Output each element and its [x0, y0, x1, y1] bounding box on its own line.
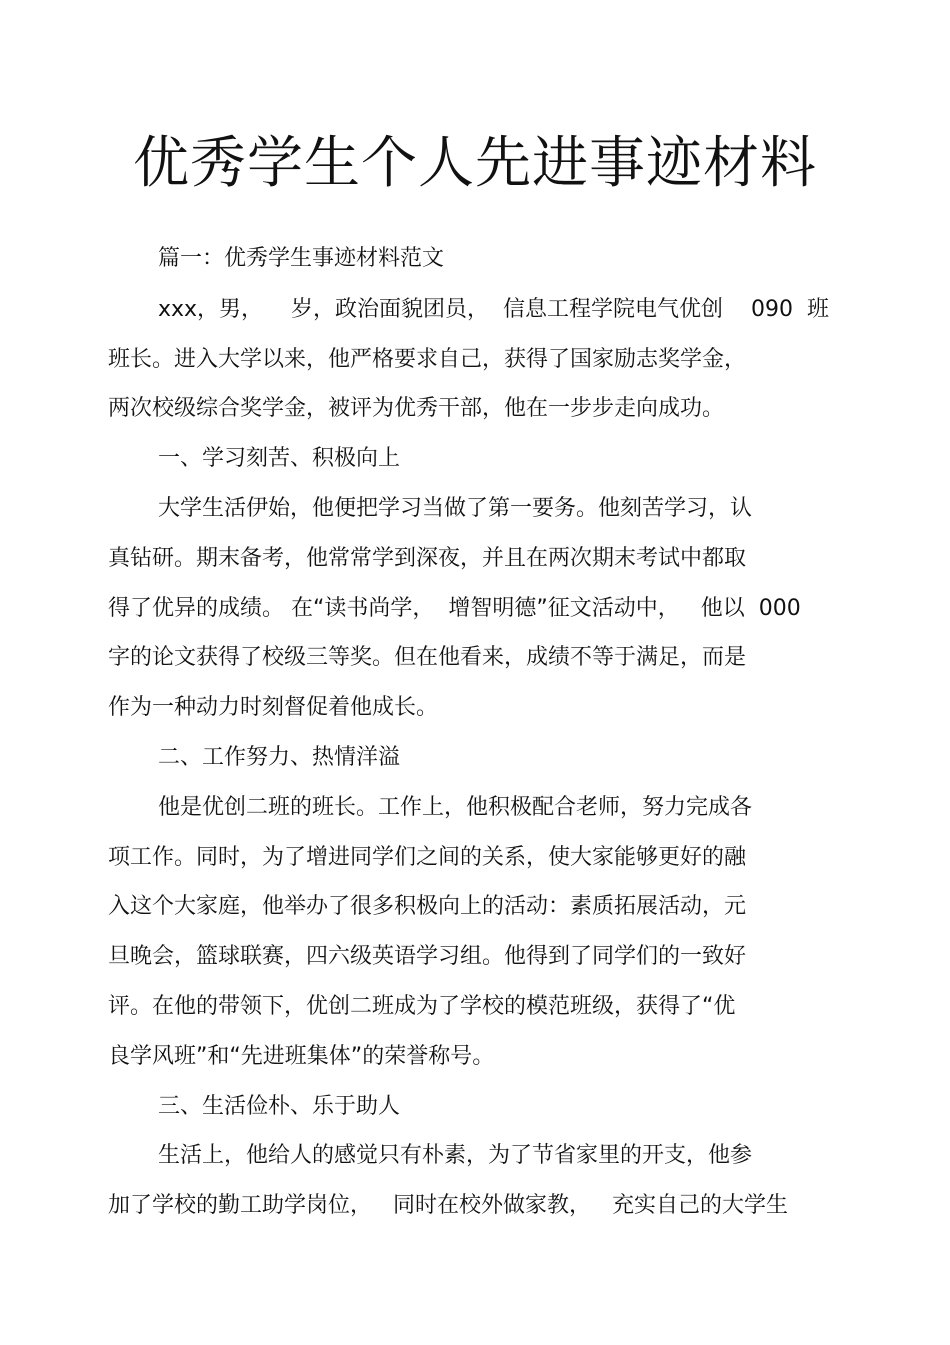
- paragraph-line: 两次校级综合奖学金，被评为优秀干部，他在一步步走向成功。: [108, 396, 725, 421]
- paragraph-line: xxx，男， 岁，政治面貌团员， 信息工程学院电气优创 090 班: [158, 297, 829, 322]
- paragraph-line: 字的论文获得了校级三等奖。但在他看来，成绩不等于满足，而是: [108, 645, 747, 670]
- paragraph-line: 评。在他的带领下，优创二班成为了学校的模范班级，获得了“优: [108, 994, 736, 1019]
- section-heading: 三、生活俭朴、乐于助人: [158, 1094, 401, 1119]
- paragraph-line: 大学生活伊始，他便把学习当做了第一要务。他刻苦学习，认: [158, 496, 753, 521]
- section-heading: 二、工作努力、热情洋溢: [158, 745, 401, 770]
- paragraph-line: 入这个大家庭，他举办了很多积极向上的活动：素质拓展活动，元: [108, 894, 747, 919]
- paragraph-line: 真钻研。期末备考，他常常学到深夜，并且在两次期末考试中都取: [108, 546, 747, 571]
- paragraph-line: 班长。进入大学以来，他严格要求自己，获得了国家励志奖学金，: [108, 347, 747, 372]
- paragraph-line: 加了学校的勤工助学岗位， 同时在校外做家教， 充实自己的大学生: [108, 1193, 788, 1218]
- paragraph-line: 生活上，他给人的感觉只有朴素，为了节省家里的开支，他参: [158, 1143, 753, 1168]
- paragraph-line: 得了优异的成绩。 在“读书尚学， 增智明德”征文活动中， 他以 000: [108, 596, 801, 621]
- paragraph-line: 项工作。同时，为了增进同学们之间的关系，使大家能够更好的融: [108, 845, 747, 870]
- section-heading: 一、学习刻苦、积极向上: [158, 446, 401, 471]
- paragraph-line: 作为一种动力时刻督促着他成长。: [108, 695, 439, 720]
- paragraph-line: 他是优创二班的班长。工作上，他积极配合老师，努力完成各: [158, 795, 753, 820]
- paragraph-line: 旦晚会，篮球联赛，四六级英语学习组。他得到了同学们的一致好: [108, 944, 747, 969]
- paragraph-line: 良学风班”和“先进班集体”的荣誉称号。: [108, 1044, 495, 1069]
- document-title: 优秀学生个人先进事迹材料: [133, 131, 817, 196]
- section-heading: 篇一：优秀学生事迹材料范文: [158, 246, 445, 271]
